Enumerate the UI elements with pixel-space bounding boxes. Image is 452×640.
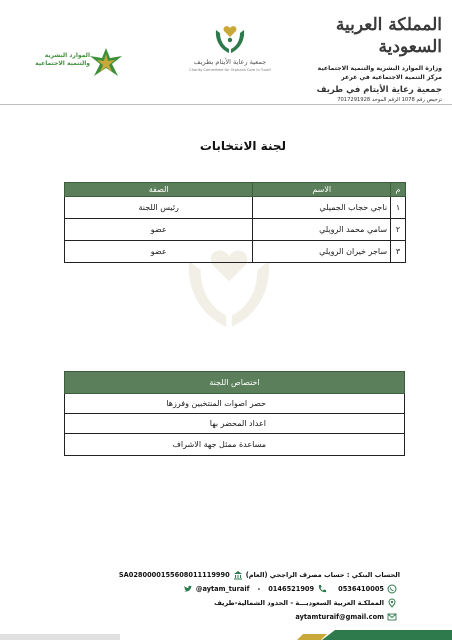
col-name-header: الاسم [253, 183, 391, 197]
email-row [60, 610, 400, 624]
address-text: المملكـة العربية السعوديـــة - الحدود الشمالية-طريف [214, 599, 384, 607]
tasks-header: اختصاص اللجنة [65, 372, 405, 394]
table-row [65, 197, 406, 219]
official-header [292, 14, 442, 105]
phones-row [60, 582, 400, 596]
member-num: ١ [391, 197, 406, 219]
bottom-decor-green [322, 630, 452, 640]
location-pin-icon [387, 598, 397, 608]
hands-heart-logo-icon [212, 22, 248, 56]
center-name: مركز التنمية الاجتماعية في عرعر [341, 74, 442, 81]
kingdom-calligraphy: المملكة العربية السعودية [335, 15, 442, 57]
table-row [65, 414, 405, 434]
task-item: مساعدة ممثل جهة الاشراف [65, 434, 405, 456]
whatsapp-icon [387, 584, 397, 594]
email-icon [387, 612, 397, 622]
member-role: عضو [65, 241, 253, 263]
bottom-decor-left [0, 634, 120, 640]
mobile-phone[interactable]: 0536410005 [338, 585, 384, 593]
page-title: لجنة الانتخابات [199, 139, 286, 153]
twitter-icon [183, 584, 193, 594]
ministry-name: وزارة الموارد البشرية والتنمية الاجتماعية [317, 65, 442, 72]
tasks-header-row [65, 372, 405, 394]
table-row [65, 219, 406, 241]
member-num: ٣ [391, 241, 406, 263]
members-header-row [65, 183, 406, 197]
member-name: ساجر خيران الرويلي [253, 241, 391, 263]
association-name: جمعية رعاية الأيتام في طريف [316, 85, 442, 95]
member-num: ٢ [391, 219, 406, 241]
hr-line-2: والتنمية الاجتماعية [35, 60, 90, 67]
task-item: اعداد المحضر بها [65, 414, 405, 434]
table-row [65, 394, 405, 414]
hr-ministry-logo-block [18, 46, 138, 82]
col-role-header: الصفة [65, 183, 253, 197]
iban-number[interactable]: SA0280000155608011119990 [118, 571, 230, 579]
address-row [60, 596, 400, 610]
member-name: سامي محمد الرويلي [253, 219, 391, 241]
email-address[interactable]: aytamturaif@gmail.com [295, 613, 384, 621]
charity-name-ar: جمعية رعاية الأيتام بطريف [193, 58, 267, 66]
header-divider [0, 104, 452, 105]
twitter-handle[interactable]: @aytam_turaif [195, 585, 250, 593]
contact-footer [60, 568, 400, 624]
charity-name-en: Charity Committee for Orphans Care In Turaif [189, 68, 271, 72]
task-item: حصر اصوات المنتخبين وفرزها [65, 394, 405, 414]
hr-ministry-logo-icon [88, 46, 124, 80]
separator-dash: - [257, 585, 261, 593]
table-row [65, 241, 406, 263]
land-phone[interactable]: 0146521909 [268, 585, 315, 593]
charity-logo-block [185, 22, 275, 73]
table-row [65, 434, 405, 456]
member-role: عضو [65, 219, 253, 241]
member-name: ناجي حجاب الجميلي [253, 197, 391, 219]
col-num-header: م [391, 183, 406, 197]
hr-line-1: الموارد البشرية [44, 52, 90, 59]
license-number: ترخيص رقم 1078 الرقم الموحد 7017291928 [337, 97, 442, 103]
members-table [64, 182, 406, 263]
bank-label: الحساب البنكي : حساب مصرف الراجحي (العام) [245, 571, 400, 579]
member-role: رئيس اللجنة [65, 197, 253, 219]
hr-ministry-text [18, 52, 90, 68]
bank-icon [233, 570, 243, 580]
phone-icon [317, 584, 327, 594]
bank-row [60, 568, 400, 582]
bottom-decor-gold [297, 634, 327, 640]
tasks-table [64, 371, 405, 456]
